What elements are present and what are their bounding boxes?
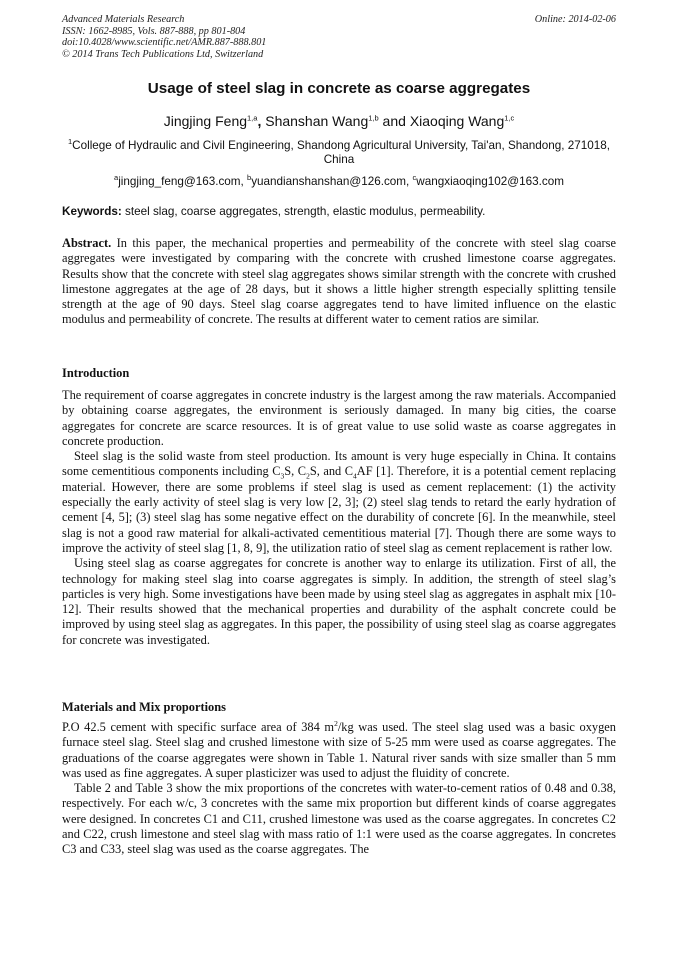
section-heading-introduction: Introduction	[62, 366, 130, 380]
email-sup: c	[412, 173, 417, 183]
issn-line: ISSN: 1662-8985, Vols. 887-888, pp 801-804	[62, 25, 246, 37]
email-link[interactable]: yuandianshanshan@126.com,	[251, 175, 413, 188]
materials-body	[62, 720, 616, 858]
paragraph	[62, 720, 616, 781]
keywords	[62, 205, 616, 218]
email-link[interactable]: jingjing_feng@163.com,	[118, 175, 248, 188]
paragraph: Table 2 and Table 3 show the mix proportions of the concretes with water-to-cement ratios of 0.48 and 0.38, respectively. For each w/c, 3 concretes with the same mix proportion but different kinds of coarse aggregates were designed. In concretes C1 and C11, crushed limestone was used as the coarse aggregates. In concretes C2 and C22, crush limestone and steel slag with mass ratio of 1:1 were used as the coarse aggregates. In concretes C3 and C33, steel slag was used as the coarse aggregates. The	[62, 781, 616, 857]
author-separator: ,	[257, 113, 266, 129]
journal-name: Advanced Materials Research	[62, 14, 185, 25]
author-name: Shanshan Wang	[265, 113, 369, 129]
text-run: Steel slag is the solid waste from steel production. Its amount is very huge especially in China. It contains some cementitious components including C	[62, 449, 616, 479]
section-heading-materials: Materials and Mix proportions	[62, 700, 226, 714]
introduction-body	[62, 388, 616, 648]
online-date: Online: 2014-02-06	[534, 14, 616, 25]
text-run: AF [1]. Therefore, it is a potential cement replacing material. However, there are some problems if steel slag is used as cement replacement: (1) the activity especially the early activity of steel slag is very low [2, 3]; (2) steel slag tends to retard the early hydration of cement [4, 5]; (3) steel slag has some negative effect on the durability of concrete [6]. In the meanwhile, steel slag is not a good raw material for alkali-activated cementitious material [7]. Though there are some ways to improve the activity of steel slag [1, 8, 9], the utilization ratio of steel slag as cement replacement is rather low.	[62, 464, 616, 555]
email-sup: b	[247, 173, 252, 183]
abstract-text: In this paper, the mechanical properties and permeability of the concrete with steel slag coarse aggregates were investigated by comparing with the concrete with crushed limestone coarse aggregates. Results show that the concrete with steel slag aggregates shows similar strength with the concrete with crushed limestone aggregates at the age of 28 days, but it shows a little higher strength especially splitting tensile strength at the age of 90 days. Steel slag coarse aggregates tend to have limited influence on the elastic modulus and permeability of concrete. The results at different water to cement ratios are similar.	[62, 236, 616, 327]
keywords-label: Keywords:	[62, 205, 122, 218]
abstract-label: Abstract.	[62, 236, 112, 250]
author-sup: 1,a	[247, 113, 258, 123]
subscript: 2	[306, 471, 310, 481]
email-link[interactable]: wangxiaoqing102@163.com	[416, 175, 564, 188]
affiliation-sup: 1	[68, 137, 73, 147]
doi-line: doi:10.4028/www.scientific.net/AMR.887-888.801	[62, 37, 267, 49]
keywords-text: steel slag, coarse aggregates, strength, elastic modulus, permeability.	[121, 205, 486, 218]
superscript: 2	[334, 718, 338, 728]
author-name: Jingjing Feng	[163, 113, 248, 129]
author-separator: and	[378, 113, 410, 129]
affiliation	[62, 139, 616, 167]
paper-title: Usage of steel slag in concrete as coarse aggregates	[147, 80, 531, 97]
paragraph: Using steel slag as coarse aggregates for concrete is another way to enlarge its utilization. First of all, the technology for making steel slag into coarse aggregates is simply. In addition, the strength of steel slag’s particles is very high. Some investigations have been made by using steel slag as aggregates in asphalt mix [10-12]. Their results showed that the mechanical properties and durability of the asphalt concrete could be improved by using steel slag as aggregates. In this paper, the possibility of using steel slag as coarse aggregates for concrete was investigated.	[62, 556, 616, 647]
copyright-line: © 2014 Trans Tech Publications Ltd, Switzerland	[62, 48, 264, 60]
subscript: 4	[353, 471, 357, 481]
text-run: S, and C	[309, 464, 354, 479]
abstract	[62, 236, 616, 328]
text-run: /kg was used. The steel slag used was a basic oxygen furnace steel slag. Steel slag and crushed limestone with size of 5-25 mm were used as coarse aggregates. The graduations of the coarse aggregates were shown in Table 1. Natural river sands with size smaller than 5 mm was used as fine aggregates. A super plasticizer was used to adjust the fluidity of concrete.	[62, 720, 616, 780]
subscript: 3	[280, 471, 285, 481]
text-run: P.O 42.5 cement with specific surface area of 384 m	[62, 720, 335, 734]
journal-header	[62, 14, 266, 60]
paragraph: The requirement of coarse aggregates in concrete industry is the largest among the raw materials. Accompanied by obtaining coarse aggregates, the environment is seriously damaged. In many big cities, the coarse aggregates for concrete are scarce resources. It is of great value to use solid waste as coarse aggregates in concrete production.	[62, 388, 616, 448]
paragraph	[62, 449, 616, 556]
author-list	[30, 113, 648, 129]
author-sup: 1,c	[504, 113, 515, 123]
author-name: Xiaoqing Wang	[409, 113, 505, 129]
text-run: S, C	[284, 464, 307, 479]
email-list	[30, 175, 648, 188]
affiliation-text: College of Hydraulic and Civil Engineering, Shandong Agricultural University, Tai'an, Shandong, 271018, China	[72, 139, 610, 166]
author-sup: 1,b	[368, 113, 379, 123]
email-sup: a	[114, 173, 119, 183]
